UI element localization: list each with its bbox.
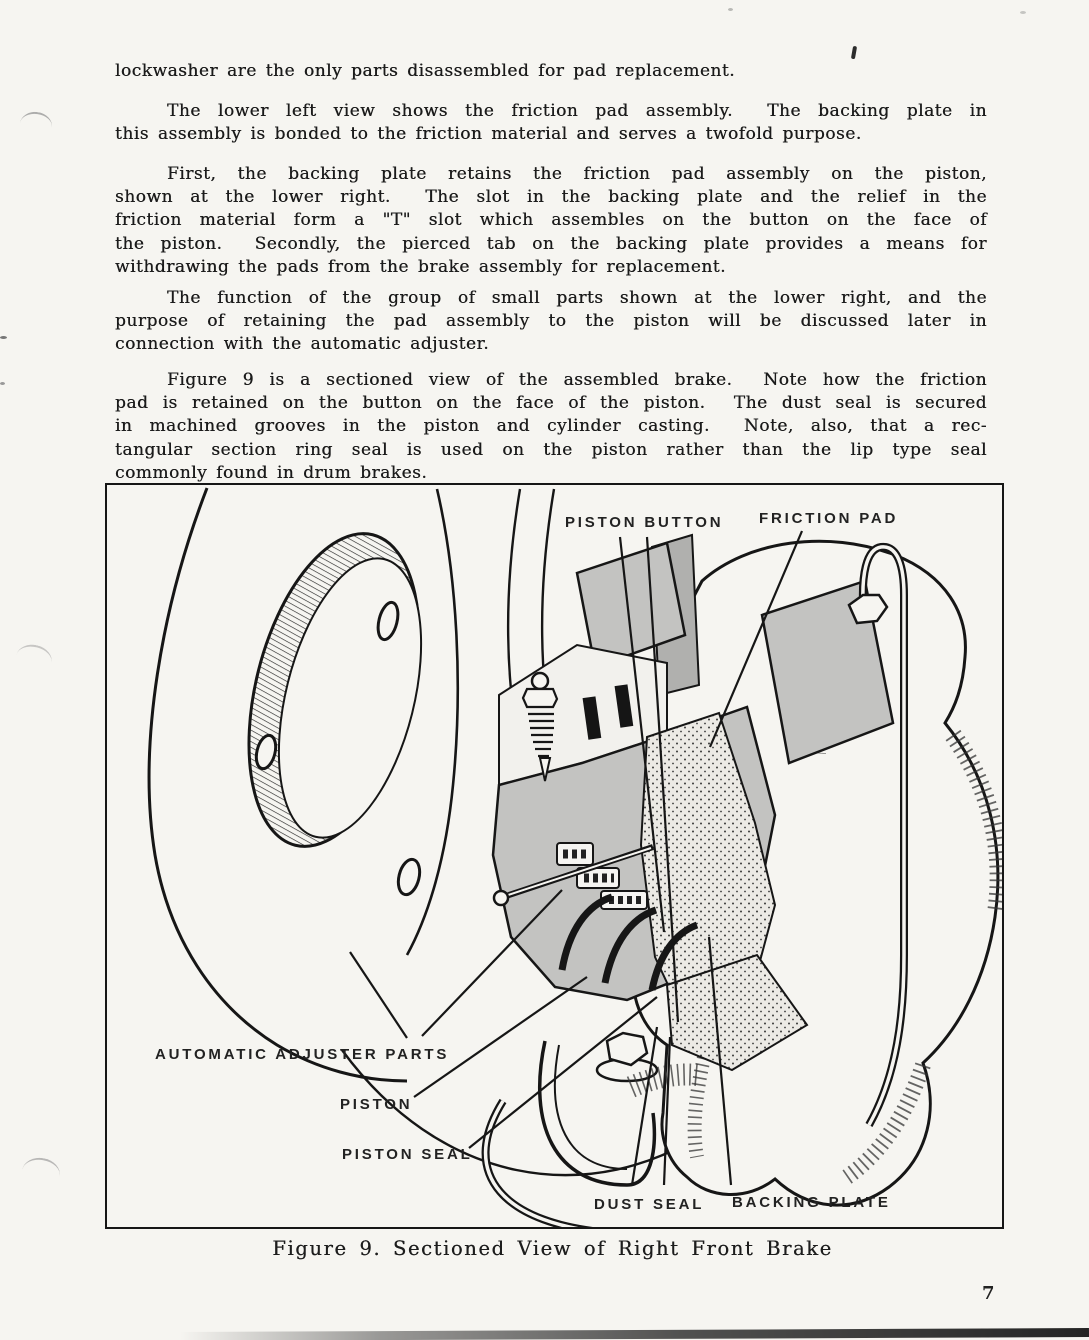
paragraph-line: tangular section ring seal is used on the piston rather than the lip type seal xyxy=(115,439,987,460)
paragraph-line: withdrawing the pads from the brake assembly for replacement. xyxy=(115,256,726,277)
paragraph xyxy=(115,369,987,485)
paragraph-line: First, the backing plate retains the friction pad assembly on the piston, xyxy=(167,164,987,184)
label-dust-seal: DUST SEAL xyxy=(594,1196,705,1213)
label-piston: PISTON xyxy=(340,1096,413,1113)
paragraph xyxy=(115,100,987,146)
scan-speck xyxy=(728,8,733,11)
label-piston-button: PISTON BUTTON xyxy=(565,514,724,531)
paragraph-line: The lower left view shows the friction pad assembly. The backing plate in xyxy=(167,101,987,121)
paragraph-line: in machined grooves in the piston and cylinder casting. Note, also, that a rec- xyxy=(115,416,987,437)
paragraph-line: this assembly is bonded to the friction material and serves a twofold purpose. xyxy=(115,124,862,145)
paragraph-line: commonly found in drum brakes. xyxy=(115,462,428,483)
paragraph-line: the piston. Secondly, the pierced tab on the backing plate provides a means for xyxy=(115,233,987,254)
paragraph-line: purpose of retaining the pad assembly to the piston will be discussed later in xyxy=(115,311,987,332)
paragraph-line: connection with the automatic adjuster. xyxy=(115,334,490,355)
paragraph xyxy=(115,60,987,83)
scan-edge-bar xyxy=(180,1328,1089,1340)
stray-ink-mark xyxy=(851,46,857,59)
paragraph-line: friction material form a "T" slot which assembles on the button on the face of xyxy=(115,210,987,231)
label-automatic-adjuster-parts: AUTOMATIC ADJUSTER PARTS xyxy=(155,1046,450,1063)
paragraph-line: The function of the group of small parts shown at the lower right, and the xyxy=(167,288,987,308)
margin-pencil-mark xyxy=(18,110,53,140)
margin-pencil-mark xyxy=(13,641,55,677)
label-piston-seal: PISTON SEAL xyxy=(342,1146,473,1163)
label-backing-plate: BACKING PLATE xyxy=(732,1194,891,1211)
scan-speck xyxy=(1020,11,1026,14)
paragraph-line: lockwasher are the only parts disassembled for pad replacement. xyxy=(115,61,736,81)
paragraph xyxy=(115,163,987,279)
brake-diagram xyxy=(107,485,1002,1227)
scan-speck xyxy=(0,382,5,385)
scan-speck xyxy=(0,336,7,339)
margin-pencil-mark xyxy=(20,1155,63,1191)
paragraph-line: shown at the lower right. The slot in the backing plate and the relief in the xyxy=(115,187,987,208)
page-number: 7 xyxy=(982,1283,995,1304)
figure-frame xyxy=(105,483,1004,1229)
figure-caption: Figure 9. Sectioned View of Right Front Brake xyxy=(272,1237,833,1260)
paragraph xyxy=(115,287,987,357)
label-friction-pad: FRICTION PAD xyxy=(759,510,899,527)
paragraph-line: Figure 9 is a sectioned view of the assembled brake. Note how the friction xyxy=(167,370,987,390)
paragraph-line: pad is retained on the button on the face of the piston. The dust seal is secured xyxy=(115,393,987,414)
